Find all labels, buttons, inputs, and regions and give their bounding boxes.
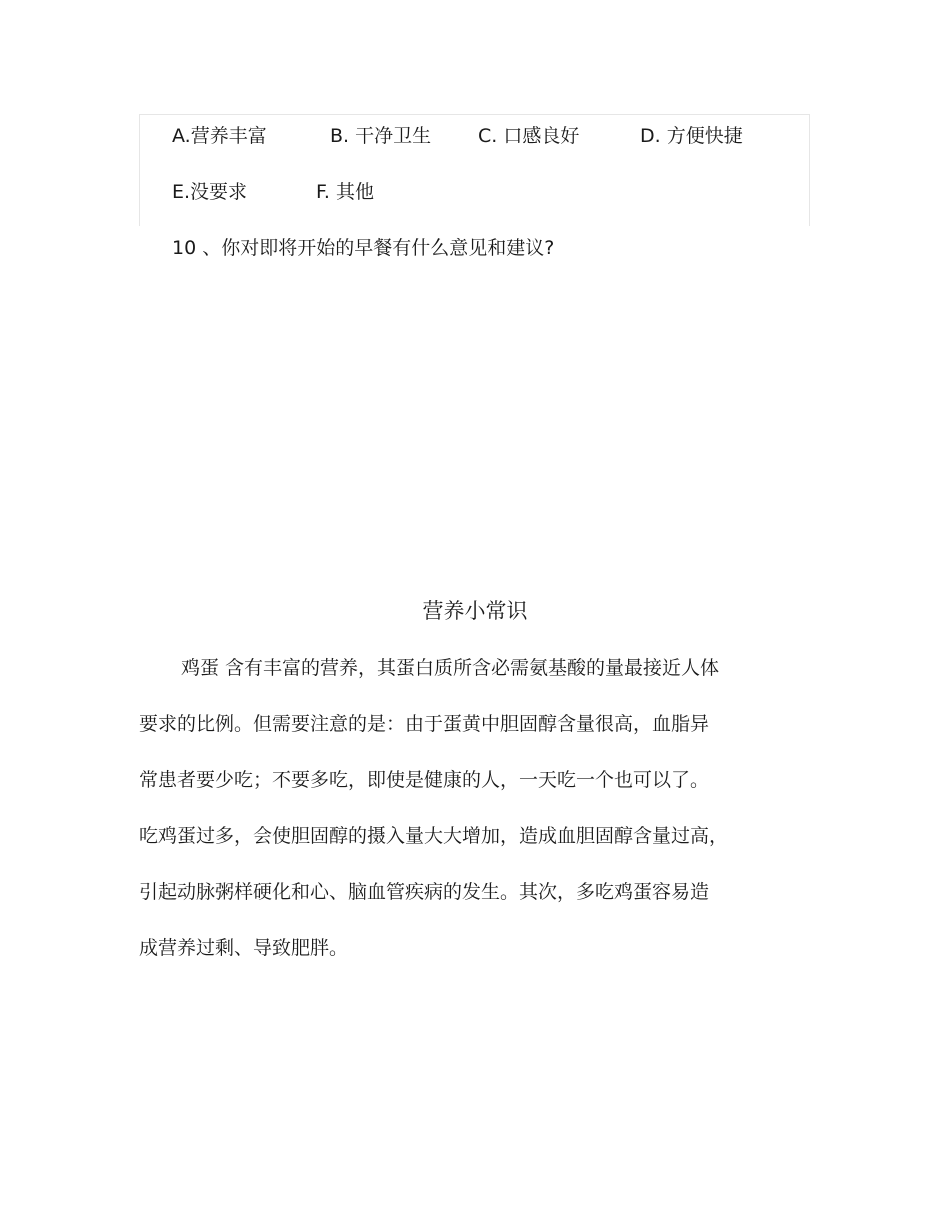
option-e: E.没要求 bbox=[172, 181, 248, 203]
section-title: 营养小常识 bbox=[422, 599, 528, 623]
paragraph-line: 成营养过剩、导致肥胖。 bbox=[139, 937, 349, 959]
question-10: 10 、你对即将开始的早餐有什么意见和建议? bbox=[172, 237, 555, 259]
option-c: C. 口感良好 bbox=[478, 125, 580, 147]
paragraph-line: 常患者要少吃；不要多吃，即使是健康的人，一天吃一个也可以了。 bbox=[139, 769, 710, 791]
paragraph-line: 鸡蛋 含有丰富的营养，其蛋白质所含必需氨基酸的量最接近人体 bbox=[181, 657, 720, 679]
paragraph-line: 吃鸡蛋过多，会使胆固醇的摄入量大大增加，造成血胆固醇含量过高， bbox=[139, 825, 729, 847]
option-d: D. 方便快捷 bbox=[640, 125, 743, 147]
option-f: F. 其他 bbox=[316, 181, 374, 203]
option-a: A.营养丰富 bbox=[172, 125, 267, 147]
paragraph-line: 引起动脉粥样硬化和心、脑血管疾病的发生。其次，多吃鸡蛋容易造 bbox=[139, 881, 710, 903]
option-b: B. 干净卫生 bbox=[330, 125, 432, 147]
paragraph-line: 要求的比例。但需要注意的是：由于蛋黄中胆固醇含量很高，血脂异 bbox=[139, 713, 710, 735]
